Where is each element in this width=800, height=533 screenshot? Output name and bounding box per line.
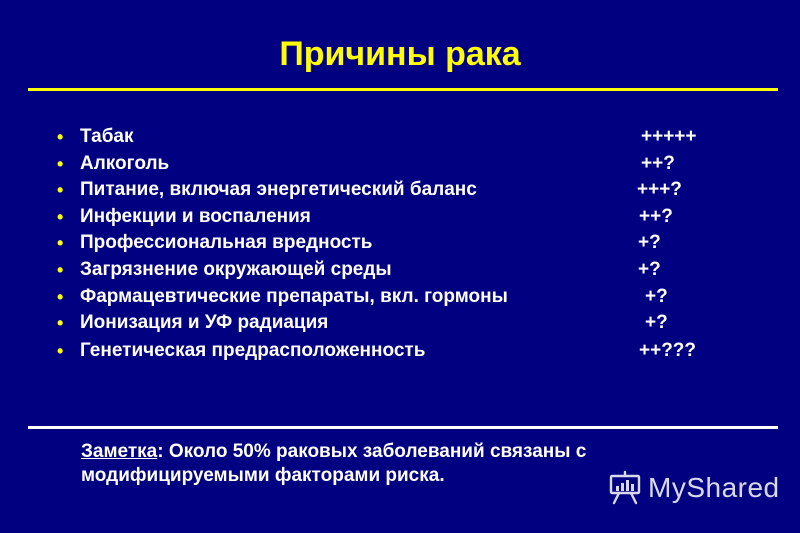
list-item — [57, 338, 757, 365]
cause-rating: +++++ — [641, 126, 697, 147]
cause-label: Ионизация и УФ радиация — [80, 312, 329, 334]
cause-list — [57, 124, 757, 364]
list-item — [57, 204, 757, 231]
cause-rating: +? — [645, 285, 668, 307]
bullet-icon: • — [57, 286, 64, 307]
presentation-board-icon — [608, 470, 642, 506]
cause-rating: ++? — [639, 205, 673, 227]
bullet-icon: • — [57, 340, 64, 361]
list-item — [57, 151, 757, 178]
footnote-text: : Около 50% раковых заболеваний связаны с модифицируемыми факторами риска. — [81, 441, 587, 486]
cause-label: Загрязнение окружающей среды — [80, 258, 392, 280]
cause-label: Профессиональная вредность — [80, 232, 373, 254]
cause-rating: +++? — [637, 179, 682, 201]
cause-label: Генетическая предрасположенность — [80, 339, 426, 361]
bullet-icon: • — [57, 233, 64, 254]
title-divider — [28, 88, 778, 91]
cause-label: Питание, включая энергетический баланс — [80, 179, 477, 201]
list-item — [57, 257, 757, 284]
list-item — [57, 177, 757, 204]
cause-label: Инфекции и воспаления — [80, 205, 311, 227]
list-item — [57, 310, 757, 337]
cause-rating: +? — [638, 258, 661, 280]
cause-label: Алкоголь — [80, 152, 170, 174]
cause-label: Табак — [80, 126, 134, 147]
bullet-icon: • — [57, 180, 64, 201]
watermark — [608, 470, 780, 506]
list-item — [57, 230, 757, 257]
list-item — [57, 284, 757, 311]
bullet-icon: • — [57, 127, 64, 147]
list-item — [57, 124, 757, 151]
bullet-icon: • — [57, 206, 64, 227]
slide-title: Причины рака — [279, 35, 521, 73]
cause-rating: +? — [638, 232, 661, 254]
note-divider — [28, 426, 778, 429]
cause-rating: ++? — [641, 152, 675, 174]
cause-label: Фармацевтические препараты, вкл. гормоны — [80, 285, 508, 307]
footnote-key: Заметка — [81, 441, 158, 462]
bullet-icon: • — [57, 313, 64, 334]
cause-rating: ++??? — [639, 339, 697, 361]
bullet-icon: • — [57, 259, 64, 280]
cause-rating: +? — [645, 312, 668, 334]
watermark-text: MyShared — [648, 472, 780, 503]
bullet-icon: • — [57, 153, 64, 174]
